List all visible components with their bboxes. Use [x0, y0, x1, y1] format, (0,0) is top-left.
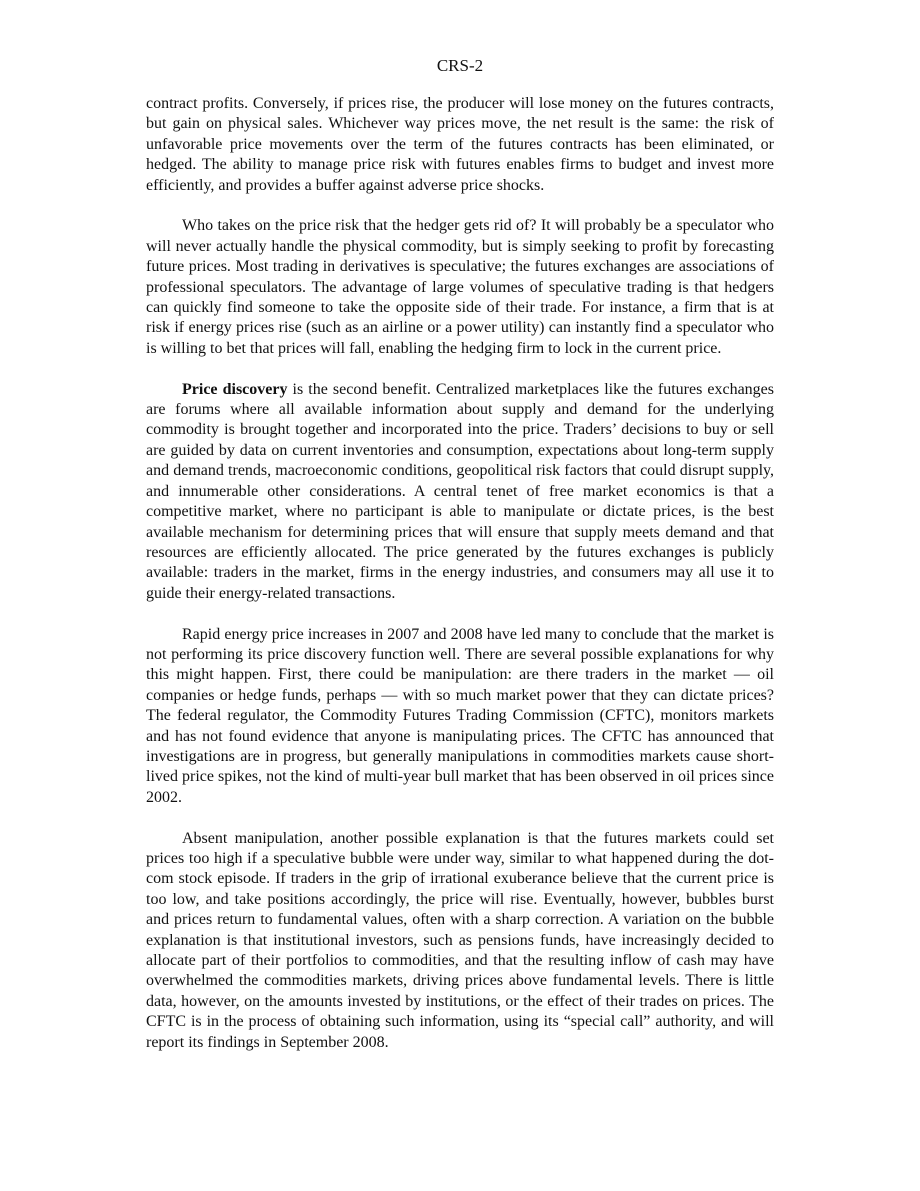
page-number-label: CRS-2 — [436, 56, 484, 75]
paragraph-price-discovery — [146, 380, 774, 604]
paragraph-manipulation: Rapid energy price increases in 2007 and 2008 have led many to conclude that the market is not performing its price discovery function well. There are several possible explanations for why this might happen. First, there could be manipulation: are there traders in the market — oil companies or hedge funds, perhaps — with so much market power that they can dictate prices? The federal regulator, the Commodity Futures Trading Commission (CFTC), monitors markets and has not found evidence that anyone is manipulating prices. The CFTC has announced that investigations are in progress, but generally manipulations in commodities markets cause short-lived price spikes, not the kind of multi-year bull market that has been observed in oil prices since 2002. — [146, 625, 774, 806]
paragraph-hedging-result: contract profits. Conversely, if prices rise, the producer will lose money on the futures contracts, but gain on physical sales. Whichever way prices move, the net result is the same: the risk of unfavorable price movements over the term of the futures contracts has been eliminated, or hedged. The ability to manage price risk with futures enables firms to budget and invest more efficiently, and provides a buffer against adverse price shocks. — [146, 95, 774, 194]
paragraph-speculators: Who takes on the price risk that the hedger gets rid of? It will probably be a speculator who will never actually handle the physical commodity, but is simply seeking to profit by forecasting future prices. Most trading in derivatives is speculative; the futures exchanges are associations of professional speculators. The advantage of large volumes of speculative trading is that hedgers can quickly find someone to take the opposite side of their trade. For instance, a firm that is at risk if energy prices rise (such as an airline or a power utility) can instantly find a speculator who is willing to bet that prices will fall, enabling the hedging firm to lock in the current price. — [146, 217, 774, 357]
document-body — [146, 94, 774, 1053]
price-discovery-term: Price discovery — [182, 380, 288, 398]
price-discovery-text: is the second benefit. Centralized marketplaces like the futures exchanges are forums where all available information about supply and demand for the underlying commodity is brought together and incorporated into the price. Traders’ decisions to buy or sell are guided by data on current inventories and consumption, expectations about long-term supply and demand trends, macroeconomic conditions, geopolitical risk factors that could disrupt supply, and innumerable other considerations. A central tenet of free market economics is that a competitive market, where no participant is able to manipulate or dictate prices, is the best available mechanism for determining prices that will ensure that supply meets demand and that resources are efficiently allocated. The price generated by the futures exchanges is publicly available: traders in the market, firms in the energy industries, and consumers may all use it to guide their energy-related transactions. — [146, 380, 775, 602]
page-header — [0, 56, 920, 76]
paragraph-speculative-bubble: Absent manipulation, another possible explanation is that the futures markets could set prices too high if a speculative bubble were under way, similar to what happened during the dot-com stock episode. If traders in the grip of irrational exuberance believe that the current price is too low, and take positions accordingly, the price will rise. Eventually, however, bubbles burst and prices return to fundamental values, often with a sharp correction. A variation on the bubble explanation is that institutional investors, such as pensions funds, have increasingly decided to allocate part of their portfolios to commodities, and that the resulting inflow of cash may have overwhelmed the commodities markets, driving prices above fundamental levels. There is little data, however, on the amounts invested by institutions, or the effect of their trades on prices. The CFTC is in the process of obtaining such information, using its “special call” authority, and will report its findings in September 2008. — [146, 829, 774, 1051]
